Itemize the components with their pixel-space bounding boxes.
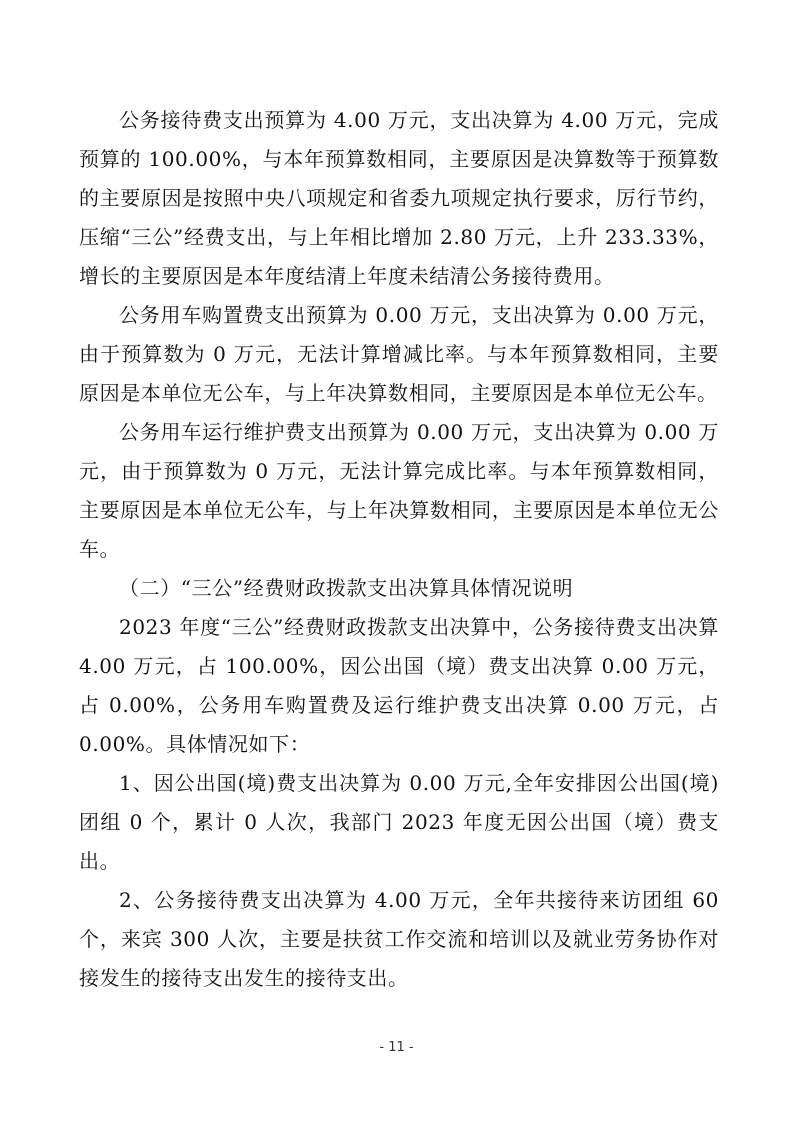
- paragraph-vehicle-operation: 公务用车运行维护费支出预算为 0.00 万元，支出决算为 0.00 万元，由于预算数为 0 万元，无法计算完成比率。与本年预算数相同，主要原因是本单位无公车，与上年决算数相同，主要原因是本单位无公车。: [79, 420, 719, 561]
- document-body: [79, 101, 719, 998]
- paragraph-vehicle-purchase: 公务用车购置费支出预算为 0.00 万元，支出决算为 0.00 万元，由于预算数为 0 万元，无法计算增减比率。与本年预算数相同，主要原因是本单位无公车，与上年决算数相同，主要原因是本单位无公车。: [79, 303, 719, 405]
- paragraph-reception-expense: 公务接待费支出预算为 4.00 万元，支出决算为 4.00 万元，完成预算的 100.00%，与本年预算数相同，主要原因是决算数等于预算数的主要原因是按照中央八项规定和省委九项规定执行要求，厉行节约，压缩“三公”经费支出，与上年相比增加 2.80 万元，上升 233.33%，增长的主要原因是本年度结清上年度未结清公务接待费用。: [79, 108, 719, 288]
- paragraph-reception-detail: 2、公务接待费支出决算为 4.00 万元，全年共接待来访团组 60 个，来宾 300 人次，主要是扶贫工作交流和培训以及就业劳务协作对接发生的接待支出发生的接待支出。: [79, 888, 719, 990]
- page-number: - 11 -: [379, 1040, 414, 1055]
- section-heading: （二）“三公”经费财政拨款支出决算具体情况说明: [119, 576, 574, 600]
- paragraph-overview: 2023 年度“三公”经费财政拨款支出决算中，公务接待费支出决算 4.00 万元，占 100.00%，因公出国（境）费支出决算 0.00 万元，占 0.00%，公务用车购置费及运行维护费支出决算 0.00 万元，占 0.00%。具体情况如下：: [79, 615, 719, 756]
- paragraph-overseas-travel: 1、因公出国(境)费支出决算为 0.00 万元,全年安排因公出国(境)团组 0 个，累计 0 人次，我部门 2023 年度无因公出国（境）费支出。: [79, 771, 719, 873]
